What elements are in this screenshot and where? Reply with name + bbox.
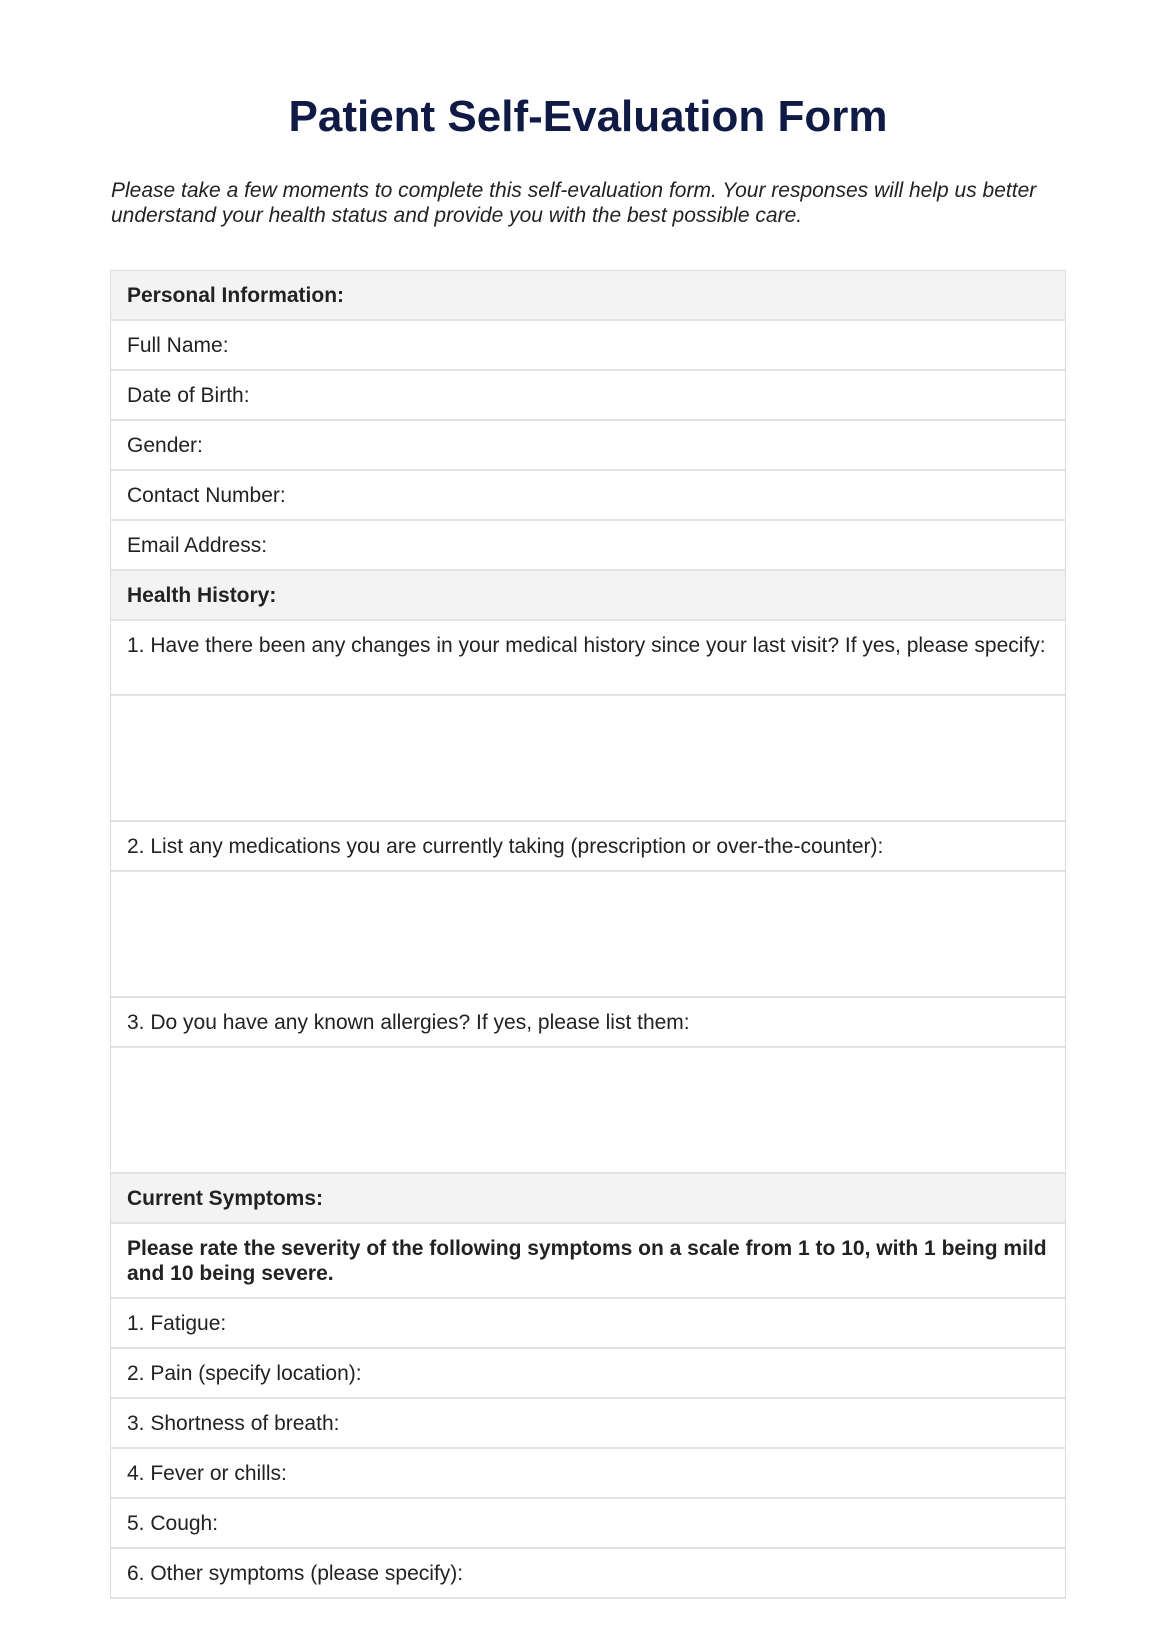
answer-allergies[interactable] (111, 1048, 1065, 1174)
intro-text: Please take a few moments to complete this self-evaluation form. Your responses will help us better understand your health status and provide you with the best possible care. (111, 179, 1037, 227)
full-name-field[interactable]: Full Name: (111, 321, 1065, 371)
question-medical-history-changes: 1. Have there been any changes in your medical history since your last visit? If yes, please specify: (111, 621, 1065, 696)
email-address-field[interactable]: Email Address: (111, 521, 1065, 571)
form-table (110, 270, 1066, 1599)
symptom-other-field[interactable]: 6. Other symptoms (please specify): (111, 1549, 1065, 1599)
section-current-symptoms: Current Symptoms: (111, 1174, 1065, 1224)
symptom-fatigue-field[interactable]: 1. Fatigue: (111, 1299, 1065, 1349)
answer-medical-history-changes[interactable] (111, 696, 1065, 822)
section-personal-information: Personal Information: (111, 271, 1065, 321)
page-title: Patient Self-Evaluation Form (288, 92, 888, 141)
gender-field[interactable]: Gender: (111, 421, 1065, 471)
answer-medications[interactable] (111, 872, 1065, 998)
date-of-birth-field[interactable]: Date of Birth: (111, 371, 1065, 421)
question-medications: 2. List any medications you are currently taking (prescription or over-the-counter): (111, 822, 1065, 872)
symptom-pain-field[interactable]: 2. Pain (specify location): (111, 1349, 1065, 1399)
symptom-cough-field[interactable]: 5. Cough: (111, 1499, 1065, 1549)
section-health-history: Health History: (111, 571, 1065, 621)
question-allergies: 3. Do you have any known allergies? If yes, please list them: (111, 998, 1065, 1048)
symptom-shortness-of-breath-field[interactable]: 3. Shortness of breath: (111, 1399, 1065, 1449)
symptom-fever-chills-field[interactable]: 4. Fever or chills: (111, 1449, 1065, 1499)
symptom-rating-instruction: Please rate the severity of the following symptoms on a scale from 1 to 10, with 1 being mild and 10 being severe. (111, 1224, 1065, 1299)
contact-number-field[interactable]: Contact Number: (111, 471, 1065, 521)
